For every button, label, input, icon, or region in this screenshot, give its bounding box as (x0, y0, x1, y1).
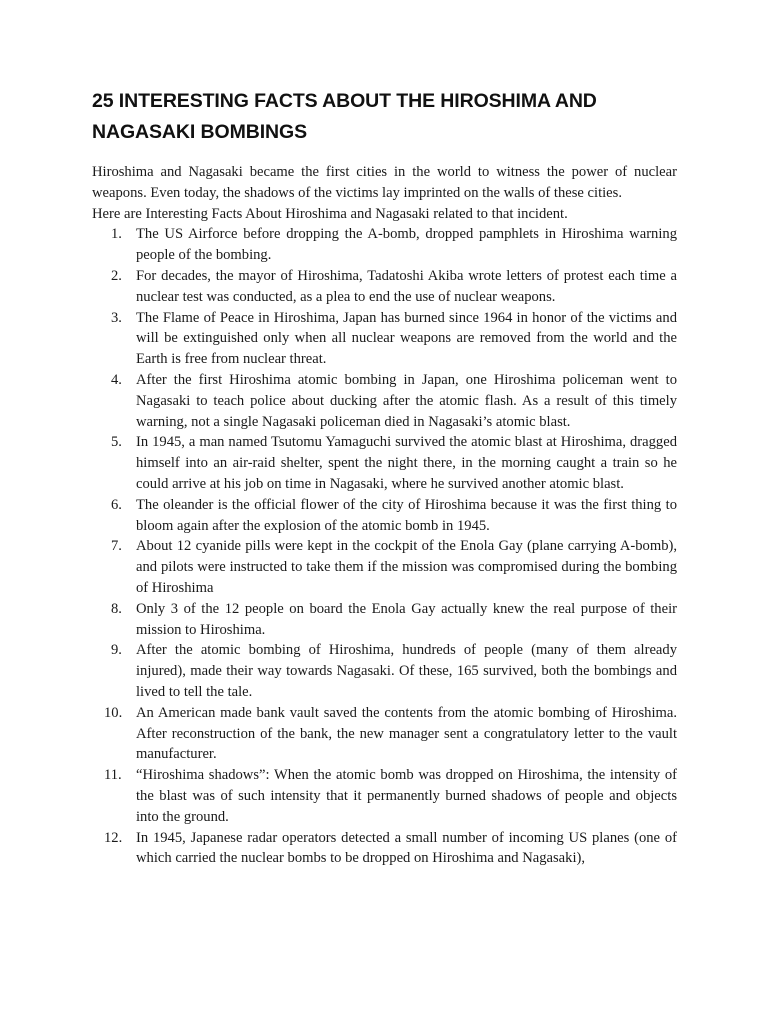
facts-list (92, 224, 677, 869)
document-title: 25 INTERESTING FACTS ABOUT THE HIROSHIMA AND NAGASAKI BOMBINGS (92, 90, 597, 143)
list-item-text: The oleander is the official flower of the city of Hiroshima because it was the first thing to bloom again after the explosion of the atomic bomb in 1945. (136, 496, 677, 534)
list-item-text: After the atomic bombing of Hiroshima, hundreds of people (many of them already injured), made their way towards Nagasaki. Of these, 165 survived, both the bombings and lived to tell the tale. (136, 642, 677, 700)
list-item-text: After the first Hiroshima atomic bombing in Japan, one Hiroshima policeman went to Nagasaki to teach police about ducking after the atomic flash. As a result of this timely warning, not a single Nagasaki policeman died in Nagasaki’s atomic blast. (136, 371, 677, 430)
list-item-number: 4. (111, 371, 122, 388)
list-item (92, 765, 677, 827)
list-item-number: 9. (111, 642, 122, 659)
list-item (92, 370, 677, 432)
list-item-number: 5. (111, 434, 122, 451)
list-item-number: 10. (104, 704, 123, 721)
list-item-text: For decades, the mayor of Hiroshima, Tadatoshi Akiba wrote letters of protest each time a nuclear test was conducted, as a plea to end the use of nuclear weapons. (136, 267, 677, 305)
list-item (92, 536, 677, 598)
list-item-text: In 1945, Japanese radar operators detected a small number of incoming US planes (one of which carried the nuclear bombs to be dropped on Hiroshima and Nagasaki), (136, 829, 677, 867)
list-item (92, 495, 677, 537)
list-item-number: 8. (111, 600, 122, 617)
list-item-number: 11. (104, 767, 122, 784)
list-item-text: “Hiroshima shadows”: When the atomic bomb was dropped on Hiroshima, the intensity of the blast was of such intensity that it permanently burned shadows of people and objects into the ground. (136, 767, 677, 825)
list-item-number: 2. (111, 267, 122, 284)
list-item-number: 7. (111, 538, 122, 555)
list-item-number: 12. (104, 829, 123, 846)
list-item (92, 224, 677, 266)
list-item (92, 703, 677, 765)
list-item-text: An American made bank vault saved the contents from the atomic bombing of Hiroshima. After reconstruction of the bank, the new manager sent a congratulatory letter to the vault manufacturer. (136, 704, 677, 763)
list-item-text: The US Airforce before dropping the A-bomb, dropped pamphlets in Hiroshima warning people of the bombing. (136, 226, 677, 264)
list-item (92, 828, 677, 870)
list-item-text: The Flame of Peace in Hiroshima, Japan has burned since 1964 in honor of the victims and will be extinguished only when all nuclear weapons are removed from the world and the Earth is free from nuclear threat. (136, 309, 677, 368)
list-item (92, 640, 677, 702)
list-item-text: In 1945, a man named Tsutomu Yamaguchi survived the atomic blast at Hiroshima, dragged himself into an air-raid shelter, spent the night there, in the morning caught a train so he could arrive at his job on time in Nagasaki, where he survived another atomic blast. (136, 434, 677, 492)
intro-paragraph: Hiroshima and Nagasaki became the first cities in the world to witness the power of nuclear weapons. Even today, the shadows of the victims lay imprinted on the walls of these cities. (92, 164, 677, 201)
list-item-number: 6. (111, 496, 122, 513)
list-item-text: Only 3 of the 12 people on board the Enola Gay actually knew the real purpose of their mission to Hiroshima. (136, 600, 677, 638)
list-item (92, 432, 677, 494)
lead-in-paragraph: Here are Interesting Facts About Hiroshima and Nagasaki related to that incident. (92, 205, 568, 222)
list-item (92, 599, 677, 641)
document-page (92, 86, 677, 869)
list-item-number: 3. (111, 309, 122, 326)
list-item-number: 1. (111, 226, 122, 243)
list-item (92, 308, 677, 370)
list-item (92, 266, 677, 308)
list-item-text: About 12 cyanide pills were kept in the cockpit of the Enola Gay (plane carrying A-bomb), and pilots were instructed to take them if the mission was compromised during the bombing of Hiroshima (136, 538, 677, 596)
